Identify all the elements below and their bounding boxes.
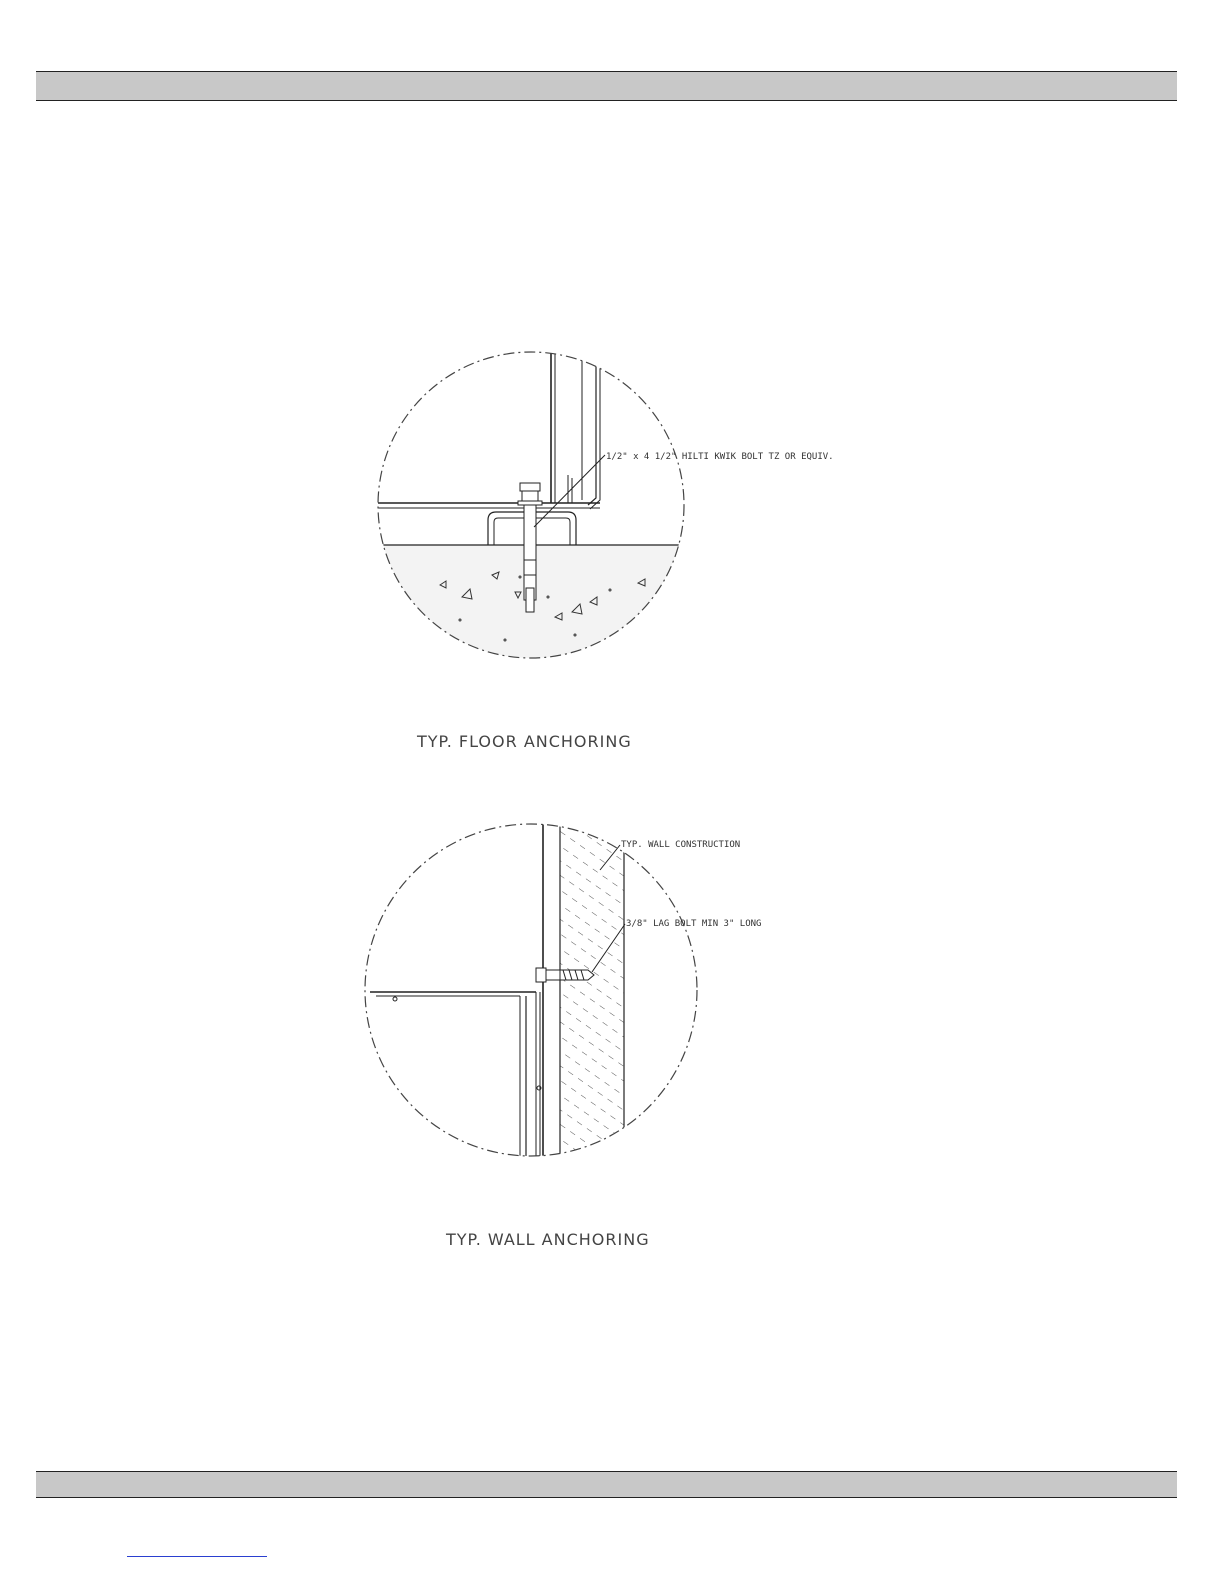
lag-bolt-callout: 3/8" LAG BOLT MIN 3" LONG [626,919,762,929]
floor-leader-line [534,455,605,527]
lag-bolt [536,968,594,982]
detail-circle-wall [365,824,697,1156]
wall-anchoring-detail [365,820,761,1249]
floor-bolt-callout: 1/2" x 4 1/2" HILTI KWIK BOLT TZ OR EQUIV. [606,452,834,462]
wall-construction-callout: TYP. WALL CONSTRUCTION [621,840,741,850]
wall-anchoring-caption: TYP. WALL ANCHORING [446,1230,650,1249]
floor-anchoring-caption: TYP. FLOOR ANCHORING [417,732,632,751]
wall-construction [560,820,624,1170]
floor-anchoring-detail [370,345,834,751]
